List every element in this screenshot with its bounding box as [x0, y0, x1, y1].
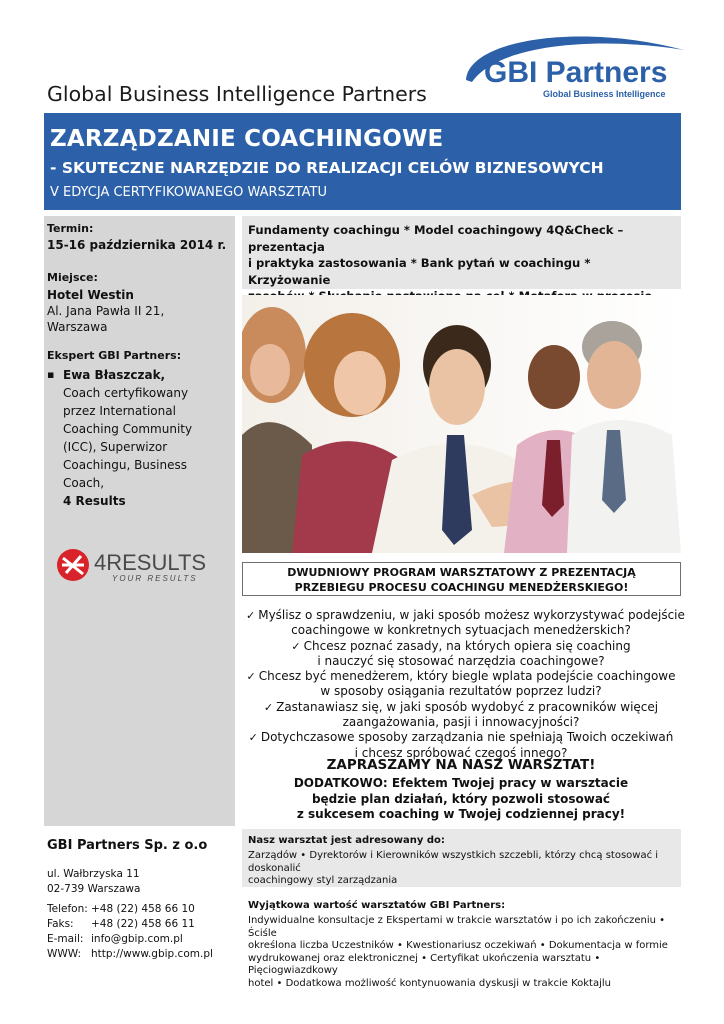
gbi-partners-logo — [458, 30, 690, 102]
invite-heading: ZAPRASZAMY NA NASZ WARSZTAT! — [326, 757, 596, 773]
business-people-photo — [242, 295, 681, 553]
expert-name: Ewa Błaszczak, — [63, 368, 166, 382]
topics-box — [242, 216, 681, 289]
question-line: Dotychczasowe sposoby zarządzania nie spełniają Twoich oczekiwań — [260, 730, 674, 745]
company-city: 02-739 Warszawa — [47, 883, 141, 895]
organization-heading: Global Business Intelligence Partners — [47, 82, 427, 106]
place-name: Hotel Westin — [47, 288, 134, 302]
contact-value[interactable]: info@gbip.com.pl — [91, 933, 183, 945]
program-line: DWUDNIOWY PROGRAM WARSZTATOWY Z PREZENTACJĄ — [287, 566, 636, 579]
value-heading: Wyjątkowa wartość warsztatów GBI Partners: — [248, 900, 506, 911]
contact-fax — [47, 918, 195, 930]
company-street: ul. Wałbrzyska 11 — [47, 868, 140, 880]
question-line: Myślisz o sprawdzeniu, w jaki sposób możesz wykorzystywać podejście — [258, 608, 685, 622]
topics-line: i praktyka zastosowania * Bank pytań w coachingu * Krzyżowanie — [248, 256, 591, 287]
program-line: PRZEBIEGU PROCESU COACHINGU MENEDŻERSKIEGO! — [294, 581, 629, 594]
question-item — [246, 700, 676, 731]
place-address-line1: Al. Jana Pawła II 21, — [47, 304, 165, 318]
extra-note — [246, 776, 676, 823]
contact-website — [47, 948, 213, 960]
checkmark-icon: ✓ — [246, 609, 256, 622]
company-name: GBI Partners Sp. z o.o — [47, 838, 208, 853]
expert-line: przez International — [63, 404, 176, 418]
contact-value: +48 (22) 458 66 10 — [91, 903, 195, 915]
checkmark-icon: ✓ — [248, 731, 258, 745]
title-banner — [44, 113, 681, 210]
expert-line: Coaching Community — [63, 422, 193, 436]
audience-line: coachingowy styl zarządzania — [248, 875, 398, 886]
term-value: 15-16 października 2014 r. — [47, 238, 227, 252]
workshop-title: ZARZĄDZANIE COACHINGOWE — [50, 126, 444, 152]
question-line: Chcesz być menedżerem, który biegle wplata podejście coachingowe — [258, 669, 676, 684]
contact-key: Faks: — [47, 918, 74, 930]
4results-name: 4RESULTS — [94, 550, 207, 575]
question-line: i chcesz spróbować czegoś innego? — [354, 745, 568, 760]
place-address-line2: Warszawa — [47, 320, 108, 334]
topics-line: Fundamenty coachingu * Model coachingowy 4Q&Check – prezentacja — [248, 223, 624, 254]
checkmark-icon: ✓ — [246, 670, 256, 684]
contact-phone — [47, 903, 195, 915]
audience-heading: Nasz warsztat jest adresowany do: — [248, 835, 445, 846]
value-line: hotel • Dodatkowa możliwość kontynuowania dyskusji w trakcie Koktajlu — [248, 977, 611, 989]
checkmark-icon: ✓ — [291, 639, 301, 653]
value-line: Indywidualne konsultacje z Ekspertami w trakcie warsztatów i po ich zakończeniu • Ściśle — [248, 915, 666, 939]
contact-key: E-mail: — [47, 933, 84, 945]
questions-list — [246, 608, 685, 761]
expert-company: 4 Results — [63, 494, 126, 508]
extra-line: z sukcesem coaching w Twojej codziennej pracy! — [296, 807, 626, 821]
question-line: i nauczyć się stosować narzędzia coachingowe? — [317, 653, 605, 668]
extra-line: będzie plan działań, który pozwoli stosować — [311, 791, 611, 806]
question-line: w sposoby osiągania rezultatów poprzez ludzi? — [320, 684, 602, 699]
value-line: określona liczba Uczestników • Kwestionariusz oczekiwań • Dokumentacja w formie — [248, 940, 668, 951]
audience-box — [242, 829, 681, 887]
extra-line: DODATKOWO: Efektem Twojej pracy w warsztacie — [293, 776, 629, 790]
4results-mark-icon — [57, 549, 89, 581]
workshop-edition: V EDYCJA CERTYFIKOWANEGO WARSZTATU — [50, 185, 328, 200]
program-box — [242, 562, 681, 596]
expert-line: (ICC), Superwizor — [63, 440, 168, 454]
workshop-subtitle: - SKUTECZNE NARZĘDZIE DO REALIZACJI CELÓW BIZNESOWYCH — [50, 159, 604, 177]
logo-brand: GBI Partners — [484, 56, 668, 89]
expert-label: Ekspert GBI Partners: — [47, 349, 182, 362]
contact-email — [47, 933, 183, 945]
question-line: coachingowe w konkretnych sytuacjach menedżerskich? — [291, 623, 631, 638]
value-box — [242, 897, 681, 993]
question-line: Zastanawiasz się, w jaki sposób wydobyć z pracowników więcej — [276, 699, 659, 714]
question-line: Chcesz poznać zasady, na których opiera się coaching — [303, 638, 631, 653]
4results-logo — [56, 546, 226, 584]
question-line: zaangażowania, pasji i innowacyjności? — [342, 715, 580, 730]
question-item — [246, 608, 685, 639]
logo-tagline: Global Business Intelligence — [543, 89, 666, 99]
expert-line: Coachingu, Business — [63, 458, 187, 472]
bullet-icon: ▪ — [47, 368, 55, 381]
value-line: wydrukowanej oraz elektronicznej • Certyfikat ukończenia warsztatu • Pięciogwiazdkowy — [248, 952, 601, 976]
4results-tagline: YOUR RESULTS — [112, 574, 198, 583]
checkmark-icon: ✓ — [263, 700, 274, 714]
audience-line: Zarządów • Dyrektorów i Kierowników wszystkich szczebli, którzy chcą stosować i doskonalić — [248, 850, 659, 874]
expert-line: Coach, — [63, 476, 105, 490]
expert-line: Coach certyfikowany — [63, 386, 189, 400]
info-sidebar — [44, 216, 235, 826]
question-item — [246, 639, 676, 670]
term-label: Termin: — [47, 222, 94, 235]
question-item — [246, 669, 676, 700]
place-label: Miejsce: — [47, 271, 98, 284]
contact-key: WWW: — [47, 948, 82, 960]
contact-value: +48 (22) 458 66 11 — [91, 918, 195, 930]
contact-key: Telefon: — [47, 903, 88, 915]
contact-value[interactable]: http://www.gbip.com.pl — [91, 948, 213, 960]
